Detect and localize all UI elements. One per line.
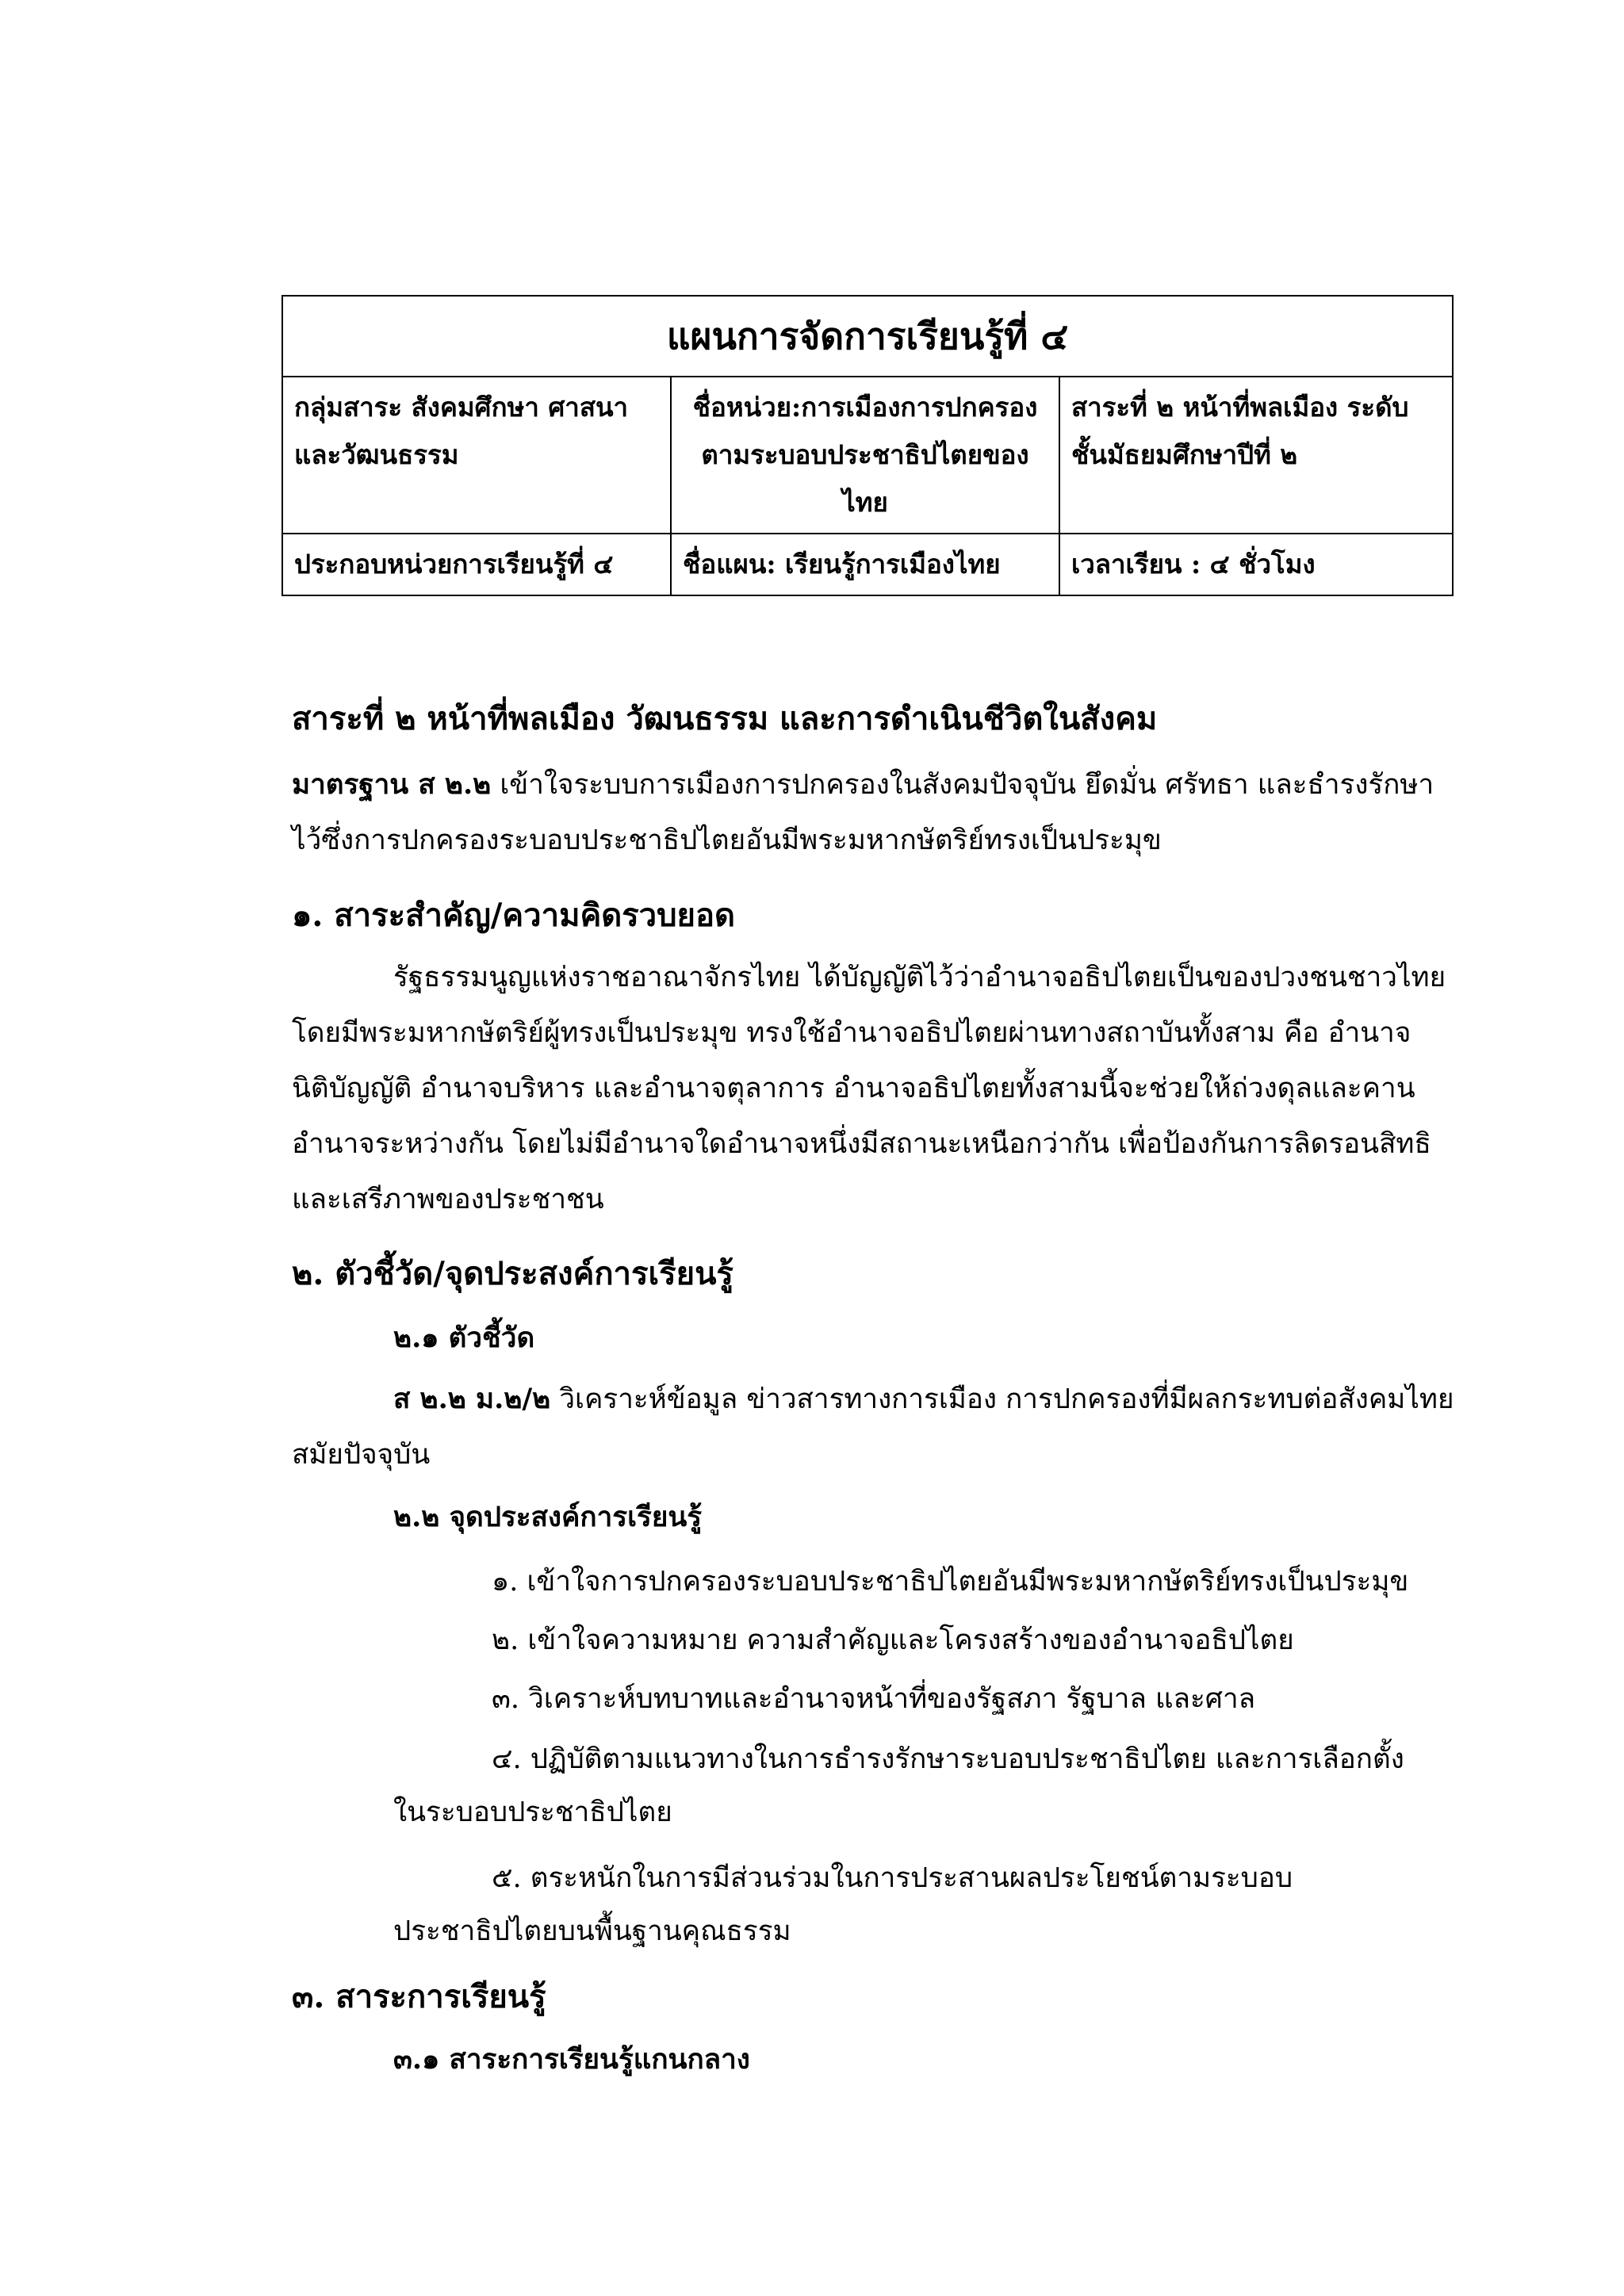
lesson-plan-header-table	[282, 295, 1454, 596]
standard-lead: มาตรฐาน ส ๒.๒	[292, 768, 492, 801]
component-unit: ประกอบหน่วยการเรียนรู้ที่ ๔	[282, 534, 671, 595]
section1-body: รัฐธรรมนูญแห่งราชอาณาจักรไทย ได้บัญญัติไว้ว่าอำนาจอธิปไตยเป็นของปวงชนชาวไทย โดยมีพระมหากษัตริย์ผู้ทรงเป็นประมุข ทรงใช้อำนาจอธิปไตยผ่านทางสถาบันทั้งสาม คือ อำนาจนิติบัญญัติ อำนาจบริหาร และอำนาจตุลาการ อำนาจอธิปไตยทั้งสามนี้จะช่วยให้ถ่วงดุลและคานอำนาจระหว่างกัน โดยไม่มีอำนาจใดอำนาจหนึ่งมีสถานะเหนือกว่ากัน เพื่อป้องกันการลิดรอนสิทธิและเสรีภาพของประชาชน	[292, 962, 1446, 1215]
indicator-lead: ส ๒.๒ ม.๒/๒	[393, 1383, 551, 1415]
objective-item: ๕. ตระหนักในการมีส่วนร่วมในการประสานผลประโยชน์ตามระบอบ	[492, 1862, 1293, 1894]
indicator-text: วิเคราะห์ข้อมูล ข่าวสารทางการเมือง การปกครองที่มีผลกระทบต่อสังคมไทยสมัยปัจจุบัน	[292, 1383, 1454, 1471]
section1-heading: ๑. สาระสำคัญ/ความคิดรวบยอด	[292, 897, 735, 934]
strand-heading: สาระที่ ๒ หน้าที่พลเมือง วัฒนธรรม และการดำเนินชีวิตในสังคม	[292, 700, 1158, 737]
indicator-paragraph	[292, 1372, 1456, 1483]
objective-item: ๓. วิเคราะห์บทบาทและอำนาจหน้าที่ของรัฐสภา รัฐบาล และศาล	[492, 1683, 1256, 1715]
plan-title: แผนการจัดการเรียนรู้ที่ ๔	[282, 296, 1453, 377]
objectives-subheading: ๒.๒ จุดประสงค์การเรียนรู้	[393, 1501, 703, 1533]
plan-name: ชื่อแผน: เรียนรู้การเมืองไทย	[671, 534, 1059, 595]
core-content-subheading: ๓.๑ สาระการเรียนรู้แกนกลาง	[393, 2043, 750, 2076]
unit-name: ชื่อหน่วย:การเมืองการปกครองตามระบอบประชาธิปไตยของไทย	[671, 377, 1059, 534]
duration: เวลาเรียน : ๔ ชั่วโมง	[1059, 534, 1453, 595]
indicator-subheading: ๒.๑ ตัวชี้วัด	[393, 1322, 535, 1354]
objective-item-continuation: ประชาธิปไตยบนพื้นฐานคุณธรรม	[393, 1915, 791, 1947]
objective-item: ๔. ปฏิบัติตามแนวทางในการธำรงรักษาระบอบประชาธิปไตย และการเลือกตั้ง	[492, 1743, 1404, 1775]
subject-group: กลุ่มสาระ สังคมศึกษา ศาสนาและวัฒนธรรม	[282, 377, 671, 534]
standard-paragraph	[292, 757, 1456, 868]
strand-grade: สาระที่ ๒ หน้าที่พลเมือง ระดับชั้นมัธยมศึกษาปีที่ ๒	[1059, 377, 1453, 534]
objective-item-continuation: ในระบอบประชาธิปไตย	[393, 1797, 672, 1828]
objective-item: ๒. เข้าใจความหมาย ความสำคัญและโครงสร้างของอำนาจอธิปไตย	[492, 1624, 1294, 1656]
objective-item: ๑. เข้าใจการปกครองระบอบประชาธิปไตยอันมีพระมหากษัตริย์ทรงเป็นประมุข	[492, 1566, 1409, 1598]
section2-heading: ๒. ตัวชี้วัด/จุดประสงค์การเรียนรู้	[292, 1255, 733, 1292]
standard-text: เข้าใจระบบการเมืองการปกครองในสังคมปัจจุบัน ยึดมั่น ศรัทธา และธำรงรักษาไว้ซึ่งการปกครองระบอบประชาธิปไตยอันมีพระมหากษัตริย์ทรงเป็นประมุข	[292, 769, 1434, 856]
section3-heading: ๓. สาระการเรียนรู้	[292, 1978, 546, 2015]
